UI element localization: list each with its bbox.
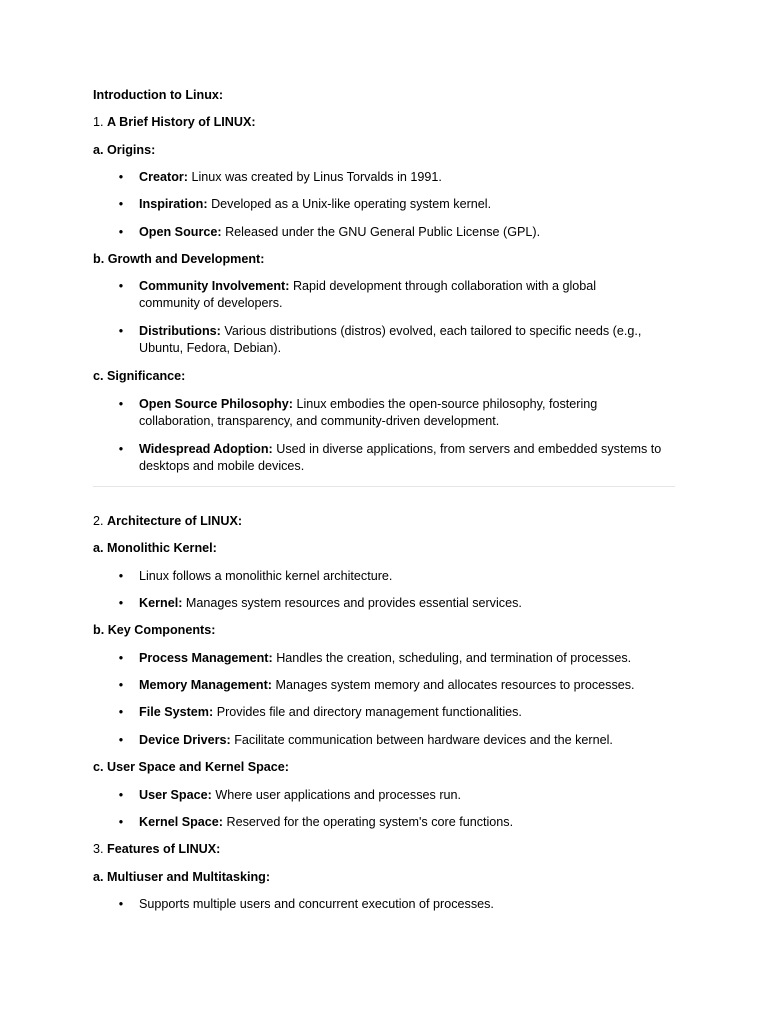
bullet-icon: •	[118, 733, 124, 747]
bullet-icon: •	[118, 324, 124, 338]
item-label: Open Source:	[139, 225, 222, 239]
item-text: Manages system resources and provides essential services.	[185, 596, 522, 610]
item-text: Where user applications and processes run.	[215, 788, 462, 802]
section-3-number: 3.	[93, 842, 104, 856]
subsection-heading: c. User Space and Kernel Space:	[93, 760, 289, 774]
bullet-icon: •	[118, 596, 124, 610]
item-text: Manages system memory and allocates resources to processes.	[275, 678, 635, 692]
item-text: Facilitate communication between hardware devices and the kernel.	[234, 733, 613, 747]
section-1-heading	[93, 114, 256, 131]
item-text: Handles the creation, scheduling, and termination of processes.	[276, 651, 632, 665]
bullet-icon: •	[118, 651, 124, 665]
bullet-icon: •	[118, 197, 124, 211]
subsection-heading: a. Origins:	[93, 143, 156, 157]
bullet-icon: •	[118, 279, 124, 293]
item-text: Provides file and directory management functionalities.	[216, 705, 522, 719]
section-3-title: Features of LINUX:	[107, 842, 221, 856]
item-label: Process Management:	[139, 651, 273, 665]
section-1-title: A Brief History of LINUX:	[107, 115, 256, 129]
subsection-heading: c. Significance:	[93, 369, 186, 383]
bullet-icon: •	[118, 678, 124, 692]
item-label: Distributions:	[139, 324, 221, 338]
item-label: Kernel Space:	[139, 815, 223, 829]
item-label: Memory Management:	[139, 678, 272, 692]
item-text: Linux was created by Linus Torvalds in 1991.	[191, 170, 442, 184]
document-title: Introduction to Linux:	[93, 88, 224, 102]
item-text: Rapid development through collaboration with a global community of developers.	[139, 279, 597, 310]
subsection-heading: a. Monolithic Kernel:	[93, 541, 217, 555]
subsection-heading: b. Growth and Development:	[93, 252, 265, 266]
item-label: Open Source Philosophy:	[139, 397, 293, 411]
item-text: Developed as a Unix-like operating system kernel.	[211, 197, 492, 211]
bullet-icon: •	[118, 397, 124, 411]
bullet-icon: •	[118, 569, 124, 583]
item-text: Used in diverse applications, from servers and embedded systems to desktops and mobile devices.	[139, 442, 662, 473]
item-text: Supports multiple users and concurrent execution of processes.	[139, 897, 494, 911]
bullet-icon: •	[118, 815, 124, 829]
bullet-icon: •	[118, 788, 124, 802]
bullet-icon: •	[118, 705, 124, 719]
item-text: Released under the GNU General Public License (GPL).	[225, 225, 541, 239]
item-label: Device Drivers:	[139, 733, 231, 747]
bullet-icon: •	[118, 897, 124, 911]
section-2-heading	[93, 513, 242, 530]
item-label: Creator:	[139, 170, 188, 184]
item-text: Reserved for the operating system's core functions.	[226, 815, 514, 829]
bullet-icon: •	[118, 225, 124, 239]
item-text: Linux embodies the open-source philosophy, fostering collaboration, transparency, and community-driven development.	[139, 397, 598, 428]
bullet-icon: •	[118, 442, 124, 456]
item-label: Kernel:	[139, 596, 183, 610]
section-2-number: 2.	[93, 514, 104, 528]
item-text: Various distributions (distros) evolved, each tailored to specific needs (e.g., Ubuntu, Fedora, Debian).	[139, 324, 642, 355]
section-2-title: Architecture of LINUX:	[107, 514, 243, 528]
subsection-heading: a. Multiuser and Multitasking:	[93, 870, 271, 884]
section-3-heading	[93, 841, 220, 858]
item-label: File System:	[139, 705, 214, 719]
bullet-icon: •	[118, 170, 124, 184]
item-label: Inspiration:	[139, 197, 208, 211]
item-text: Linux follows a monolithic kernel architecture.	[139, 569, 393, 583]
subsection-heading: b. Key Components:	[93, 623, 216, 637]
section-divider	[93, 486, 675, 487]
item-label: Community Involvement:	[139, 279, 290, 293]
section-1-number: 1.	[93, 115, 104, 129]
item-label: Widespread Adoption:	[139, 442, 273, 456]
item-label: User Space:	[139, 788, 212, 802]
